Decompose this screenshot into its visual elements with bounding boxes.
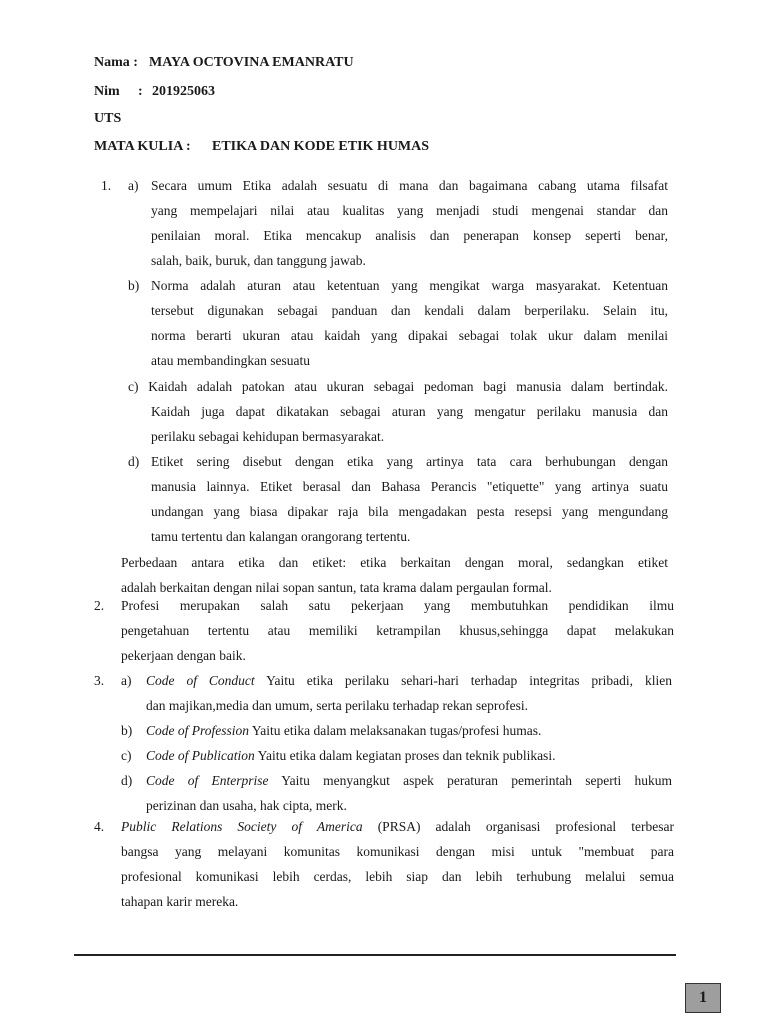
q3b-text: Yaitu etika dalam melaksanakan tugas/profesi humas. — [249, 723, 542, 738]
q1a-line: Secara umum Etika adalah sesuatu di mana dan bagaimana cabang utama filsafat — [151, 178, 668, 193]
q1c-line: Kaidah juga dapat dikatakan sebagai aturan yang mengatur perilaku manusia dan — [151, 404, 668, 419]
q1a-line: penilaian moral. Etika mencakup analisis dan penerapan konsep seperti benar, — [151, 228, 668, 243]
name-value: MAYA OCTOVINA EMANRATU — [149, 55, 354, 70]
q3a-marker: a) — [121, 673, 132, 688]
q1b-line: atau membandingkan sesuatu — [151, 353, 310, 368]
q1b-line: Norma adalah aturan atau ketentuan yang mengikat warga masyarakat. Ketentuan — [151, 278, 668, 293]
q1-number: 1. — [101, 178, 112, 193]
q1-difference-line: Perbedaan antara etika dan etiket: etika berkaitan dengan moral, sedangkan etiket — [121, 555, 668, 570]
q4-text: (PRSA) adalah organisasi profesional terbesar — [362, 819, 675, 834]
exam-label: UTS — [94, 111, 122, 126]
q2-line: pengetahuan tertentu atau memiliki ketrampilan khusus,sehingga dapat melakukan — [121, 623, 674, 638]
q1b-line: norma berarti ukuran atau kaidah yang dipakai sebagai tolak ukur dalam menilai — [151, 328, 668, 343]
q3c-marker: c) — [121, 748, 132, 763]
name-label: Nama : — [94, 55, 138, 70]
q1d-marker: d) — [128, 454, 140, 469]
q1-difference-line: adalah berkaitan dengan nilai sopan santun, tata krama dalam pergaulan formal. — [121, 580, 552, 595]
q3d-line — [146, 773, 672, 789]
page-number: 1 — [685, 983, 721, 1013]
q2-line: pekerjaan dengan baik. — [121, 648, 246, 663]
q1d-line: undangan yang biasa dipakar raja bila mengadakan pesta resepsi yang mengundang — [151, 504, 668, 519]
q4-line: bangsa yang melayani komunitas komunikasi dengan misi untuk "membuat para — [121, 844, 674, 859]
q3b-line — [146, 723, 541, 739]
q1b-line: tersebut digunakan sebagai panduan dan kendali dalam berperilaku. Selain itu, — [151, 303, 668, 318]
q1d-line: Etiket sering disebut dengan etika yang artinya tata cara berhubungan dengan — [151, 454, 668, 469]
q1c-line: c) Kaidah adalah patokan atau ukuran sebagai pedoman bagi manusia dalam bertindak. — [128, 379, 668, 394]
course-label: MATA KULIA : — [94, 139, 191, 154]
q3-number: 3. — [94, 673, 105, 688]
nim-value: 201925063 — [152, 84, 215, 99]
q4-term: Public Relations Society of America — [121, 819, 363, 834]
q4-line: profesional komunikasi lebih cerdas, lebih siap dan lebih terhubung melalui semua — [121, 869, 674, 884]
q4-line — [121, 819, 674, 835]
q3c-term: Code of Publication — [146, 748, 255, 763]
q1a-marker: a) — [128, 178, 139, 193]
q3c-line — [146, 748, 555, 764]
q1d-line: manusia lainnya. Etiket berasal dan Bahasa Perancis "etiquette" yang artinya suatu — [151, 479, 668, 494]
footer-divider — [74, 954, 676, 956]
nim-label: Nim — [94, 84, 120, 99]
q2-number: 2. — [94, 598, 105, 613]
q3a-text: Yaitu etika perilaku sehari-hari terhadap integritas pribadi, klien — [254, 673, 672, 688]
q4-line: tahapan karir mereka. — [121, 894, 239, 909]
q1c-line: perilaku sebagai kehidupan bermasyarakat. — [151, 429, 385, 444]
nim-colon: : — [138, 84, 143, 99]
q1d-line: tamu tertentu dan kalangan orangorang tertentu. — [151, 529, 411, 544]
q2-line: Profesi merupakan salah satu pekerjaan yang membutuhkan pendidikan ilmu — [121, 598, 674, 613]
q3b-marker: b) — [121, 723, 133, 738]
q3d-marker: d) — [121, 773, 133, 788]
q1b-marker: b) — [128, 278, 140, 293]
q4-number: 4. — [94, 819, 105, 834]
q3d-text: Yaitu menyangkut aspek peraturan pemerintah seperti hukum — [268, 773, 672, 788]
q1a-line: yang mempelajari nilai atau kualitas yang menjadi studi mengenai standar dan — [151, 203, 668, 218]
q3a-continuation: dan majikan,media dan umum, serta perilaku terhadap rekan seprofesi. — [146, 698, 528, 713]
q3b-term: Code of Profession — [146, 723, 249, 738]
q3c-text: Yaitu etika dalam kegiatan proses dan teknik publikasi. — [254, 748, 556, 763]
q1a-line: salah, baik, buruk, dan tanggung jawab. — [151, 253, 366, 268]
q3a-term: Code of Conduct — [146, 673, 255, 688]
q3d-continuation: perizinan dan usaha, hak cipta, merk. — [146, 798, 347, 813]
course-value: ETIKA DAN KODE ETIK HUMAS — [212, 139, 430, 154]
q3d-term: Code of Enterprise — [146, 773, 269, 788]
q3a-line — [146, 673, 672, 689]
